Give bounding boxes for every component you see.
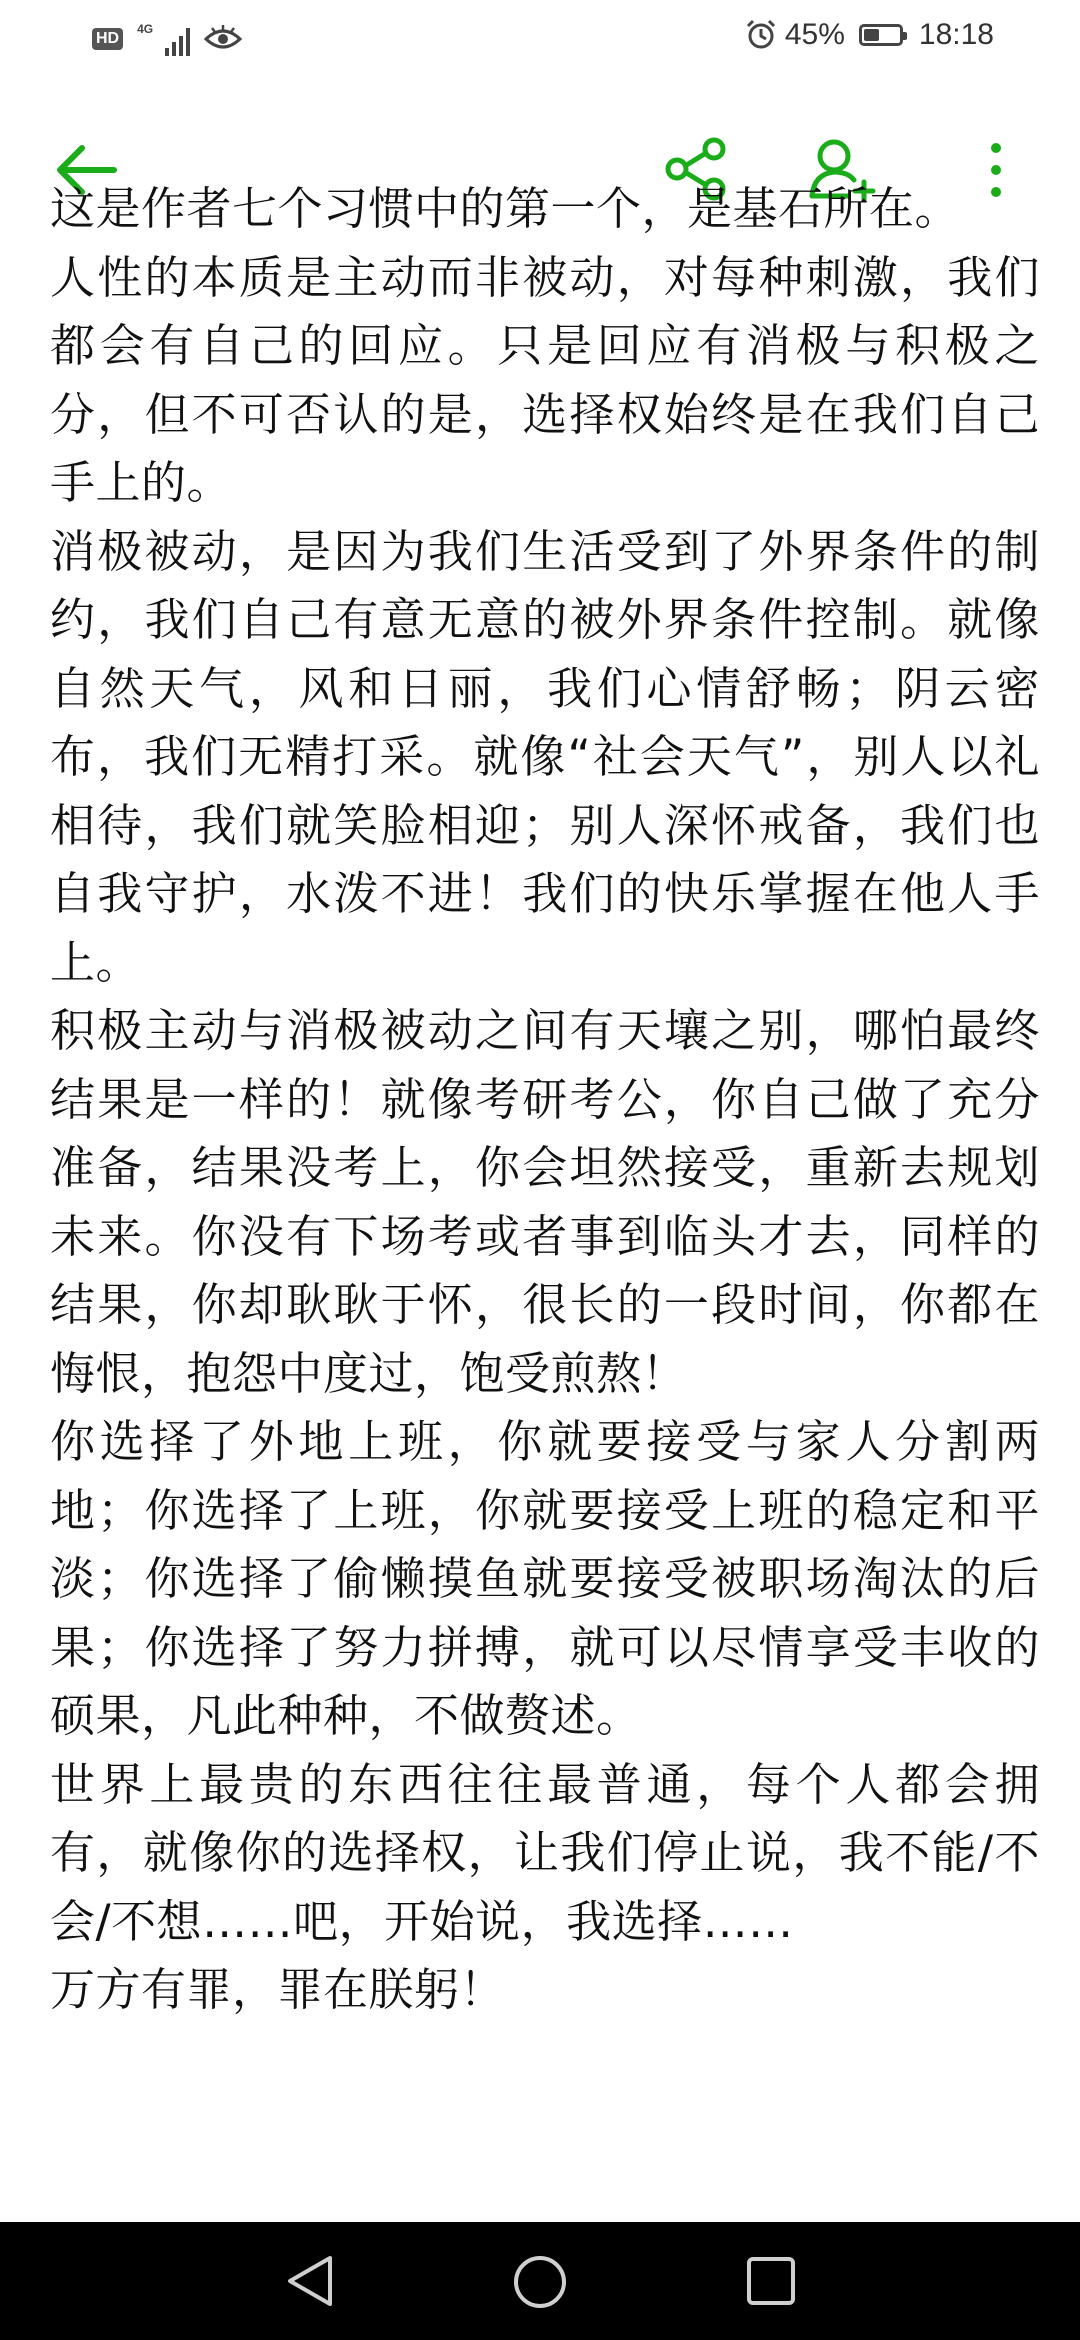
nav-bar bbox=[0, 2222, 1080, 2340]
paragraph: 你选择了外地上班，你就要接受与家人分割两地；你选择了上班，你就要接受上班的稳定和平淡；你选择了偷懒摸鱼就要接受被职场淘汰的后果；你选择了努力拼搏，就可以尽情享受丰收的硕果，凡此种种，不做赘述。 bbox=[50, 1415, 1040, 1742]
alarm-icon bbox=[745, 19, 777, 51]
paragraph: 世界上最贵的东西往往最普通，每个人都会拥有，就像你的选择权，让我们停止说，我不能/不会/不想……吧，开始说，我选择…… bbox=[50, 1757, 1040, 1948]
battery-percent: 45% bbox=[784, 18, 845, 51]
status-right bbox=[745, 18, 994, 52]
paragraph: 这是作者七个习惯中的第一个，是基石所在。 bbox=[50, 182, 961, 235]
network-type-label: 4G bbox=[137, 22, 154, 36]
recents-square-icon[interactable] bbox=[746, 2256, 796, 2306]
signal-icon bbox=[137, 22, 190, 56]
paragraph: 万方有罪，罪在朕躬！ bbox=[50, 1963, 506, 2016]
eye-icon bbox=[204, 25, 242, 53]
hd-icon: HD bbox=[92, 28, 123, 50]
paragraph: 人性的本质是主动而非被动，对每种刺激，我们都会有自己的回应。只是回应有消极与积极之分，但不可否认的是，选择权始终是在我们自己手上的。 bbox=[50, 250, 1040, 509]
paragraph: 积极主动与消极被动之间有天壤之别，哪怕最终结果是一样的！就像考研考公，你自己做了充分准备，结果没考上，你会坦然接受，重新去规划未来。你没有下场考或者事到临头才去，同样的结果，你却耿耿于怀，很长的一段时间，你都在悔恨，抱怨中度过，饱受煎熬！ bbox=[50, 1004, 1040, 1400]
battery-fill bbox=[864, 29, 879, 41]
battery-icon bbox=[859, 24, 903, 46]
paragraph: 消极被动，是因为我们生活受到了外界条件的制约，我们自己有意无意的被外界条件控制。就像自然天气，风和日丽，我们心情舒畅；阴云密布，我们无精打采。就像“社会天气”，别人以礼相待，我们就笑脸相迎；别人深怀戒备，我们也自我守护，水泼不进！我们的快乐掌握在他人手上。 bbox=[50, 524, 1040, 989]
status-left bbox=[92, 22, 242, 56]
article-body[interactable] bbox=[50, 182, 1040, 2100]
clock-time: 18:18 bbox=[918, 18, 994, 51]
back-triangle-icon[interactable] bbox=[284, 2254, 336, 2308]
status-bar bbox=[0, 0, 1080, 84]
signal-bars bbox=[165, 26, 190, 56]
home-circle-icon[interactable] bbox=[512, 2254, 568, 2310]
article-content bbox=[50, 175, 1040, 2025]
